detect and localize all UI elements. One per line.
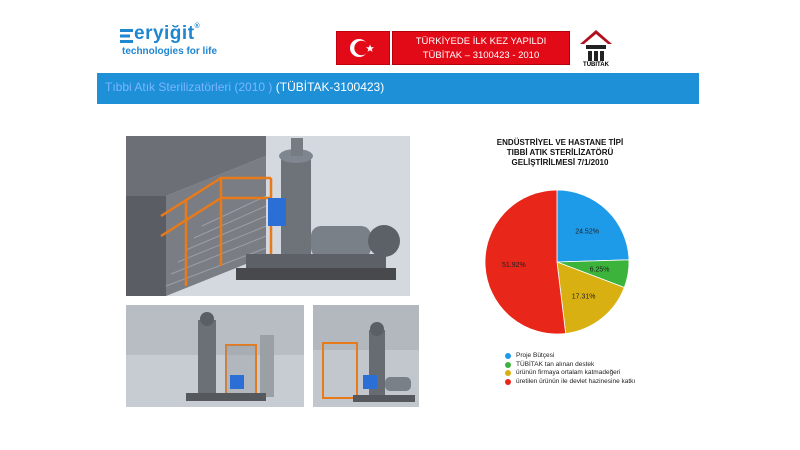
chart-title-line-1: ENDÜSTRİYEL VE HASTANE TİPİ bbox=[496, 138, 624, 147]
pie-slice bbox=[557, 190, 629, 262]
pie-slice-label: 51.92% bbox=[502, 262, 526, 270]
legend-swatch bbox=[505, 353, 511, 359]
legend-swatch bbox=[505, 362, 511, 368]
chart-legend bbox=[505, 352, 635, 386]
turkish-flag bbox=[336, 31, 390, 65]
banner-title: Tıbbi Atık Sterilizatörleri (2010 ) (TÜBİTAK-3100423) bbox=[105, 80, 385, 94]
legend-item: TÜBİTAK tan alınan destek bbox=[505, 361, 635, 370]
legend-item: üretilen ürünün ile devlet hazinesine katkı bbox=[505, 378, 635, 387]
pie-slice-label: 6.25% bbox=[589, 266, 610, 274]
crescent-star-icon bbox=[337, 32, 389, 64]
chart-title-line-2: TIBBİ ATIK STERİLİZATÖRÜ bbox=[506, 148, 614, 157]
logo-tagline: technologies for life bbox=[122, 46, 218, 57]
sterilizer-render-rear bbox=[313, 305, 419, 407]
announcement-line-1: TÜRKİYEDE İLK KEZ YAPILDI bbox=[415, 36, 547, 47]
legend-item: ürünün firmaya ortalam katmadeğeri bbox=[505, 369, 635, 378]
announcement-line-2: TÜBİTAK – 3100423 - 2010 bbox=[422, 50, 540, 61]
announcement-box bbox=[392, 31, 570, 65]
legend-swatch bbox=[505, 379, 511, 385]
company-logo bbox=[120, 23, 250, 61]
pie-chart bbox=[482, 187, 632, 337]
emblem-label: TÜBİTAK bbox=[583, 62, 609, 68]
legend-item: Proje Bütçesi bbox=[505, 352, 635, 361]
logo-mark-icon bbox=[120, 29, 134, 43]
sterilizer-render-main bbox=[126, 136, 410, 296]
tubitak-emblem-icon bbox=[576, 28, 616, 76]
logo-wordmark: eryiğit® bbox=[134, 23, 201, 44]
chart-title bbox=[470, 138, 650, 168]
pie-slice-label: 17.31% bbox=[571, 293, 596, 301]
legend-swatch bbox=[505, 370, 511, 376]
chart-title-line-3: GELİŞTİRİLMESİ 7/1/2010 bbox=[511, 158, 609, 167]
pie-slice-label: 24.52% bbox=[575, 228, 599, 236]
sterilizer-render-side bbox=[126, 305, 304, 407]
